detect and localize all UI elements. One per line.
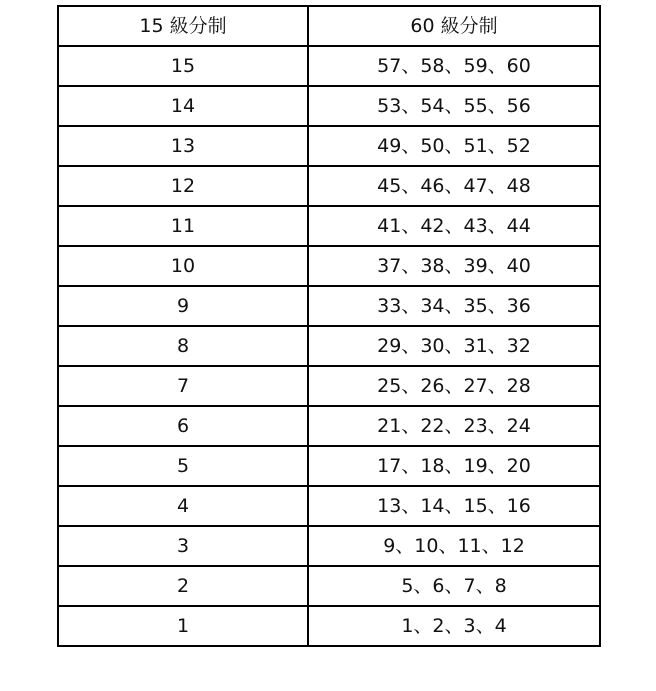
table-container <box>57 5 599 647</box>
table-row <box>58 486 600 526</box>
table-row <box>58 326 600 366</box>
table-row <box>58 46 600 86</box>
grade-conversion-table <box>57 5 601 647</box>
cell-15-scale: 1 <box>58 606 308 646</box>
cell-60-scale: 29、30、31、32 <box>308 326 600 366</box>
table-row <box>58 606 600 646</box>
cell-15-scale: 2 <box>58 566 308 606</box>
cell-15-scale: 14 <box>58 86 308 126</box>
cell-15-scale: 4 <box>58 486 308 526</box>
table-row <box>58 206 600 246</box>
table-body <box>58 46 600 646</box>
table-row <box>58 366 600 406</box>
cell-15-scale: 12 <box>58 166 308 206</box>
cell-15-scale: 9 <box>58 286 308 326</box>
cell-60-scale: 37、38、39、40 <box>308 246 600 286</box>
cell-60-scale: 33、34、35、36 <box>308 286 600 326</box>
cell-60-scale: 53、54、55、56 <box>308 86 600 126</box>
cell-15-scale: 15 <box>58 46 308 86</box>
table-row <box>58 126 600 166</box>
cell-15-scale: 13 <box>58 126 308 166</box>
table-row <box>58 406 600 446</box>
cell-60-scale: 21、22、23、24 <box>308 406 600 446</box>
cell-15-scale: 7 <box>58 366 308 406</box>
cell-15-scale: 8 <box>58 326 308 366</box>
table-row <box>58 446 600 486</box>
cell-60-scale: 1、2、3、4 <box>308 606 600 646</box>
header-15-scale: 15 級分制 <box>58 6 308 46</box>
cell-60-scale: 45、46、47、48 <box>308 166 600 206</box>
cell-15-scale: 6 <box>58 406 308 446</box>
cell-60-scale: 57、58、59、60 <box>308 46 600 86</box>
cell-15-scale: 5 <box>58 446 308 486</box>
cell-60-scale: 13、14、15、16 <box>308 486 600 526</box>
cell-60-scale: 17、18、19、20 <box>308 446 600 486</box>
table-row <box>58 526 600 566</box>
cell-15-scale: 10 <box>58 246 308 286</box>
table-row <box>58 246 600 286</box>
cell-15-scale: 11 <box>58 206 308 246</box>
header-60-scale: 60 級分制 <box>308 6 600 46</box>
cell-60-scale: 41、42、43、44 <box>308 206 600 246</box>
table-row <box>58 86 600 126</box>
cell-60-scale: 25、26、27、28 <box>308 366 600 406</box>
cell-60-scale: 9、10、11、12 <box>308 526 600 566</box>
table-row <box>58 566 600 606</box>
cell-60-scale: 5、6、7、8 <box>308 566 600 606</box>
cell-15-scale: 3 <box>58 526 308 566</box>
cell-60-scale: 49、50、51、52 <box>308 126 600 166</box>
table-row <box>58 166 600 206</box>
header-row <box>58 6 600 46</box>
table-row <box>58 286 600 326</box>
